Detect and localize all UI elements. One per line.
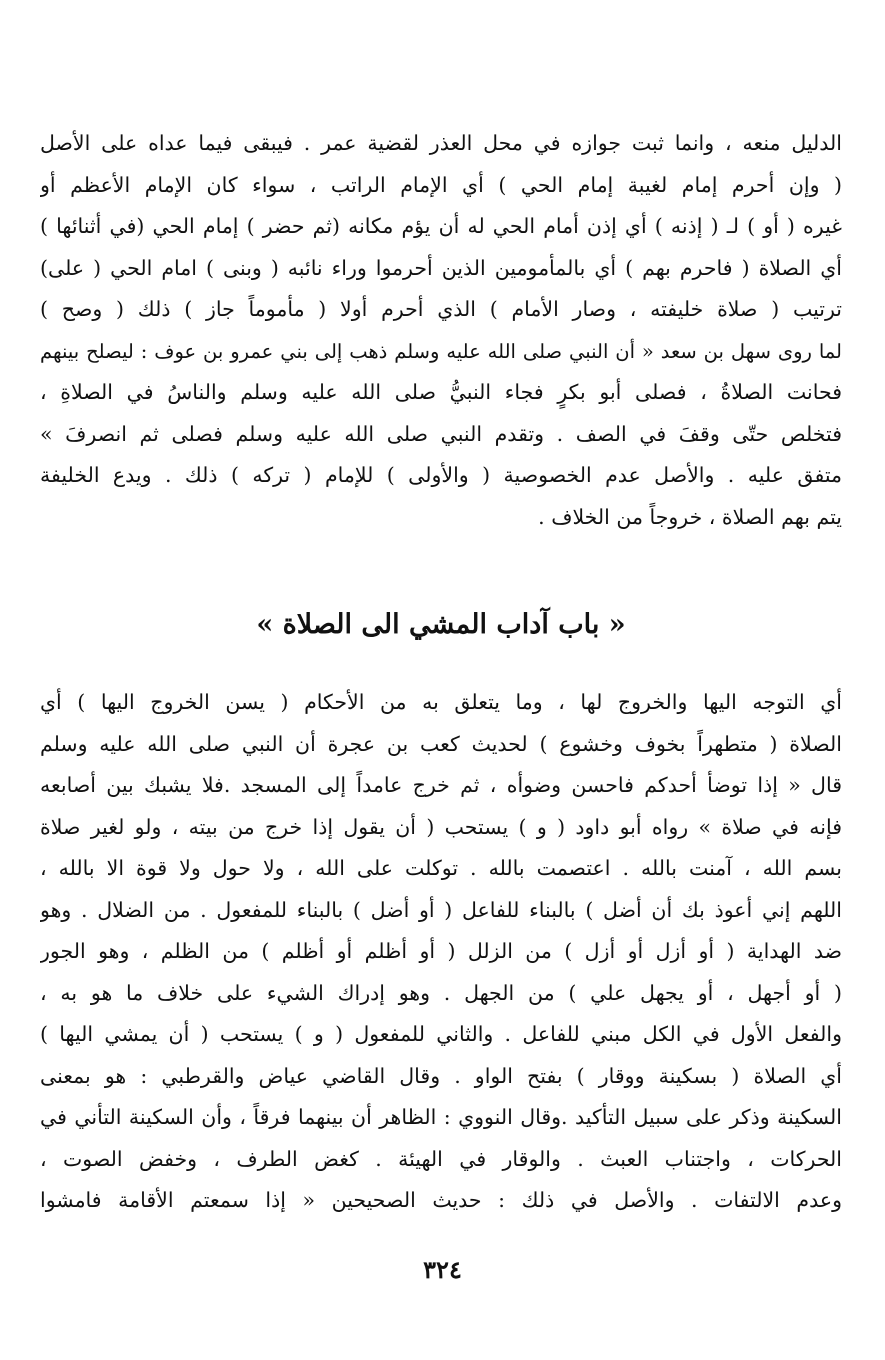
text-line: أي الصلاة ( فاحرم بهم ) أي بالمأمومين الذين أحرموا وراء نائبه ( وبنى ) امام الحي ( على) [40, 255, 842, 280]
text-line: الحركات ، واجتناب العبث . والوقار في الهيئة . كغض الطرف ، وخفض الصوت ، [40, 1146, 842, 1171]
text-line: السكينة وذكر على سبيل التأكيد .وقال النووي : الظاهر أن بينهما فرقاً ، وأن السكينة التأني في [40, 1105, 842, 1129]
text-line: وعدم الالتفات . والأصل في ذلك : حديث الصحيحين « إذا سمعتم الأقامة فامشوا [40, 1188, 842, 1212]
text-line: لما روى سهل بن سعد « أن النبي صلى الله عليه وسلم ذهب إلى بني عمرو بن عوف : ليصلح بينهم [40, 339, 842, 363]
page-number: ٣٢٤ [423, 1255, 462, 1284]
text-line: ضد الهداية ( أو أزل أو أزل ) من الزلل ( أو أظلم أو أظلم ) من الظلم ، وهو الجور [40, 939, 842, 963]
paragraph-2 [40, 682, 842, 1222]
text-line: الصلاة ( متطهراً بخوف وخشوع ) لحديث كعب بن عجرة أن النبي صلى الله عليه وسلم [40, 731, 842, 756]
text-line: يتم بهم الصلاة ، خروجاً من الخلاف . [538, 504, 842, 529]
text-line: غيره ( أو ) لـ ( إذنه ) أي إذن أمام الحي له أن يؤم مكانه (ثم حضر ) إمام الحي (في أثنائها ) [40, 214, 842, 238]
text-line: فتخلص حتّى وقفَ في الصف . وتقدم النبي صلى الله عليه وسلم فصلى ثم انصرفَ » [40, 421, 842, 446]
text-line: ( وإن أحرم إمام لغيبة إمام الحي ) أي الإمام الراتب ، سواء كان الإمام الأعظم أو [40, 172, 842, 197]
text-line: أي التوجه اليها والخروج لها ، وما يتعلق به من الأحكام ( يسن الخروج اليها ) أي [40, 690, 842, 714]
text-line: والفعل الأول في الكل مبني للفاعل . والثاني للمفعول ( و ) يستحب ( أن يمشي اليها ) [40, 1022, 842, 1046]
text-line: فحانت الصلاةُ ، فصلى أبو بكرٍ فجاء النبيُّ صلى الله عليه وسلم والناسُ في الصلاةِ ، [40, 380, 842, 404]
text-line: اللهم إني أعوذ بك أن أضل ) بالبناء للفاعل ( أو أضل ) بالبناء للمفعول . من الضلال . وهو [40, 897, 842, 922]
text-line: الدليل منعه ، وانما ثبت جوازه في محل العذر لقضية عمر . فيبقى فيما عداه على الأصل [40, 131, 842, 155]
text-line: ترتيب ( صلاة خليفته ، وصار الأمام ) الذي أحرم أولا ( مأموماً جاز ) ذلك ( وصح ) [40, 297, 842, 321]
text-line: فإنه في صلاة » رواه أبو داود ( و ) يستحب ( أن يقول إذا خرج من بيته ، ولو لغير صلاة [40, 814, 842, 839]
text-line: بسم الله ، آمنت بالله . اعتصمت بالله . توكلت على الله ، ولا حول ولا قوة الا بالله ، [40, 856, 842, 880]
paragraph-1 [40, 123, 842, 538]
text-line: أي الصلاة ( بسكينة ووقار ) بفتح الواو . وقال القاضي عياض والقرطبي : هو بمعنى [40, 1063, 842, 1088]
text-line: ( أو أجهل ، أو يجهل علي ) من الجهل . وهو إدراك الشيء على خلاف ما هو به ، [40, 980, 842, 1005]
text-line: قال « إذا توضأ أحدكم فاحسن وضوأه ، ثم خرج عامداً إلى المسجد .فلا يشبك بين أصابعه [40, 773, 842, 797]
text-line: متفق عليه . والأصل عدم الخصوصية ( والأولى ) للإمام ( تركه ) ذلك . ويدع الخليفة [40, 463, 842, 487]
chapter-title: « باب آداب المشي الى الصلاة » [256, 609, 626, 640]
